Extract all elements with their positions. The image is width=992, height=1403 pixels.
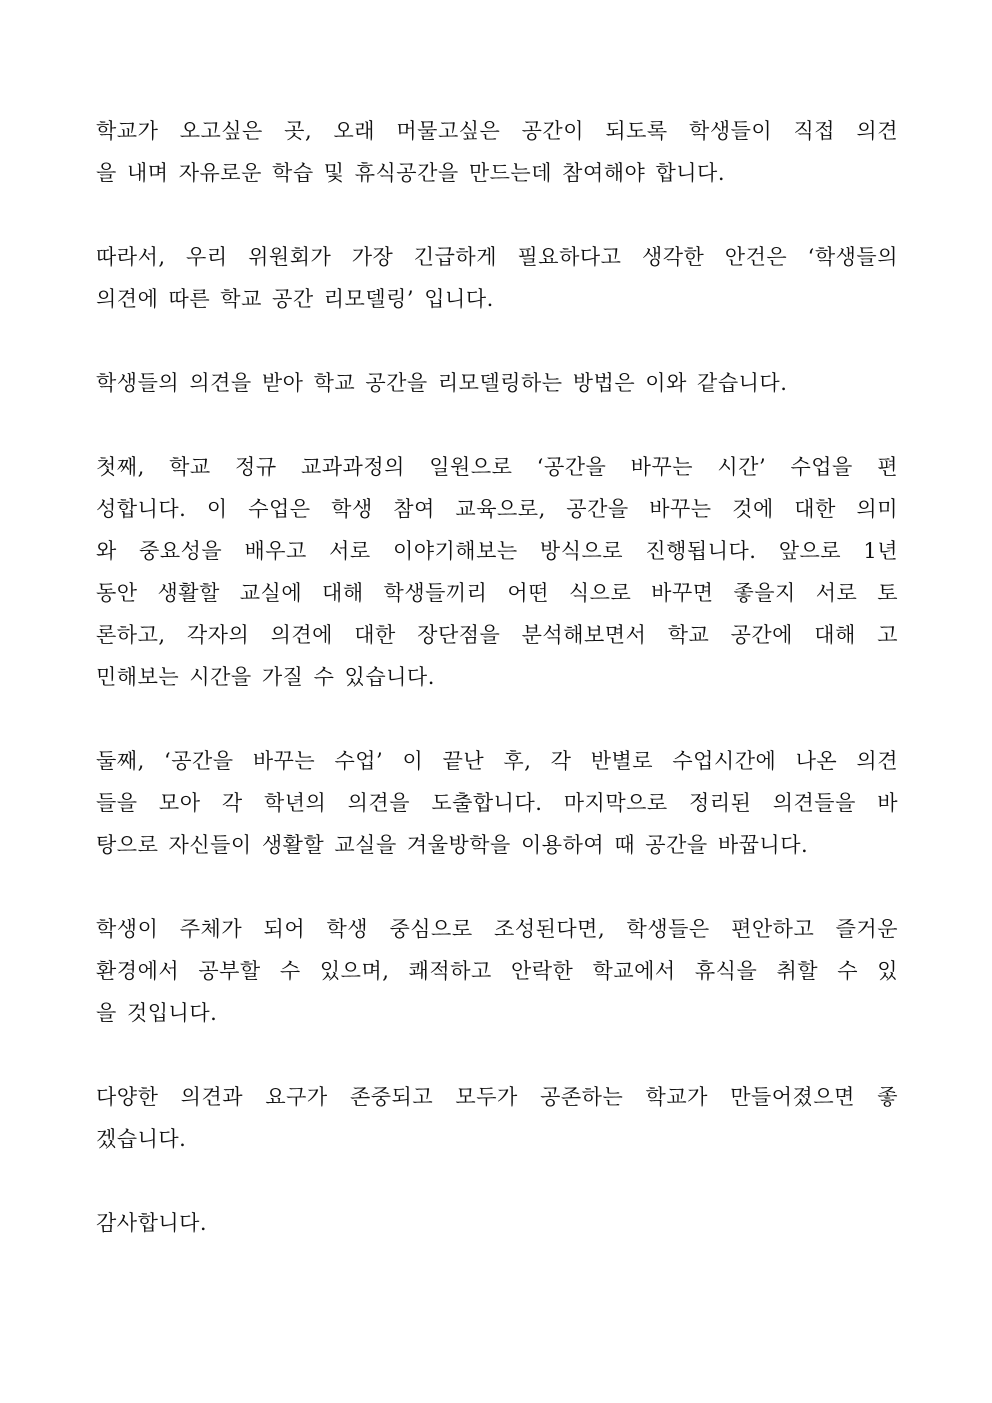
paragraph-thanks (96, 1202, 898, 1244)
text-line: 학생이 주체가 되어 학생 중심으로 조성된다면, 학생들은 편안하고 즐거운 (96, 917, 898, 941)
text-line: 첫째, 학교 정규 교과과정의 일원으로 ‘공간을 바꾸는 시간’ 수업을 편 (96, 455, 898, 479)
text-line: 학교가 오고싶은 곳, 오래 머물고싶은 공간이 되도록 학생들이 직접 의견 (96, 119, 898, 143)
text-line: 을 것입니다. (96, 1001, 218, 1025)
paragraph-benefits (96, 908, 898, 1034)
text-line: 환경에서 공부할 수 있으며, 쾌적하고 안락한 학교에서 휴식을 취할 수 있 (96, 959, 898, 983)
paragraph-agenda (96, 236, 898, 320)
text-line: 겠습니다. (96, 1127, 187, 1151)
text-line: 동안 생활할 교실에 대해 학생들끼리 어떤 식으로 바꾸면 좋을지 서로 토 (96, 581, 898, 605)
text-line: 학생들의 의견을 받아 학교 공간을 리모델링하는 방법은 이와 같습니다. (96, 371, 788, 395)
text-line: 와 중요성을 배우고 서로 이야기해보는 방식으로 진행됩니다. 앞으로 1년 (96, 539, 898, 563)
paragraph-method-intro (96, 362, 898, 404)
text-line: 따라서, 우리 위원회가 가장 긴급하게 필요하다고 생각한 안건은 ‘학생들의 (96, 245, 898, 269)
text-line: 둘째, ‘공간을 바꾸는 수업’ 이 끝난 후, 각 반별로 수업시간에 나온 의견 (96, 749, 898, 773)
text-line: 의견에 따른 학교 공간 리모델링’ 입니다. (96, 287, 494, 311)
text-line: 성합니다. 이 수업은 학생 참여 교육으로, 공간을 바꾸는 것에 대한 의미 (96, 497, 898, 521)
text-line: 을 내며 자유로운 학습 및 휴식공간을 만드는데 참여해야 합니다. (96, 161, 726, 185)
document-body (96, 110, 898, 1286)
text-line: 민해보는 시간을 가질 수 있습니다. (96, 665, 435, 689)
paragraph-intro (96, 110, 898, 194)
paragraph-hope (96, 1076, 898, 1160)
text-line: 들을 모아 각 학년의 의견을 도출합니다. 마지막으로 정리된 의견들을 바 (96, 791, 898, 815)
text-line: 론하고, 각자의 의견에 대한 장단점을 분석해보면서 학교 공간에 대해 고 (96, 623, 898, 647)
paragraph-second (96, 740, 898, 866)
text-line: 탕으로 자신들이 생활할 교실을 겨울방학을 이용하여 때 공간을 바꿉니다. (96, 833, 809, 857)
paragraph-first (96, 446, 898, 698)
text-line: 다양한 의견과 요구가 존중되고 모두가 공존하는 학교가 만들어졌으면 좋 (96, 1085, 898, 1109)
text-line: 감사합니다. (96, 1211, 208, 1235)
